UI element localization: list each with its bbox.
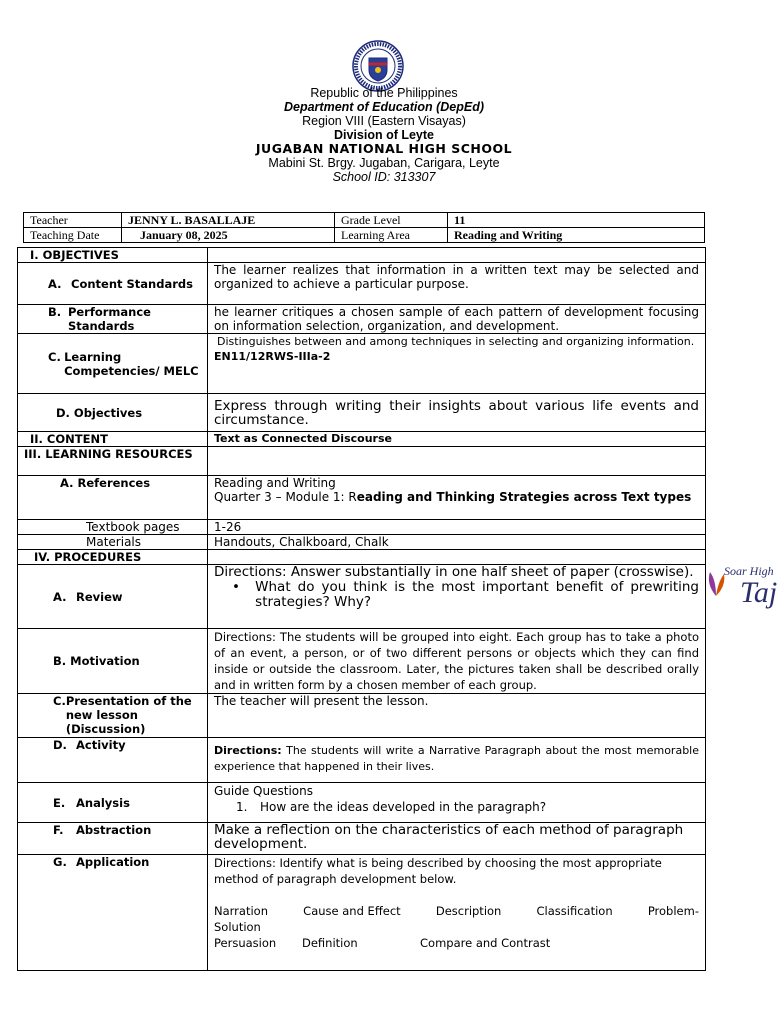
method-options-row2 [214, 935, 699, 951]
department-line: Department of Education (DepEd) [283, 100, 484, 114]
country-line: Republic of the Philippines [310, 86, 458, 100]
option-persuasion: Persuasion [214, 936, 277, 950]
content-standards-text: The learner realizes that information in a written text may be selected and organized to achieve a particular purpose. [208, 263, 706, 305]
option-problem: Problem- [647, 904, 699, 918]
motivation-label: B. Motivation [18, 629, 208, 694]
grade-value: 11 [448, 213, 705, 228]
textbook-label: Textbook pages [18, 520, 208, 535]
application-label: G. Application [18, 855, 208, 971]
teacher-label: Teacher [24, 213, 122, 228]
review-directions: Directions: Answer substantially in one half sheet of paper (crosswise). [214, 564, 694, 580]
option-description: Description [435, 904, 502, 918]
activity-cell: Directions: The students will write a Narrative Paragraph about the most memorable experience that happened in their lives. [208, 738, 706, 783]
info-table [23, 212, 705, 243]
option-cause-effect: Cause and Effect [303, 904, 401, 918]
date-value: January 08, 2025 [122, 228, 335, 243]
option-classification: Classification [536, 904, 613, 918]
division-line: Division of Leyte [333, 128, 435, 142]
school-name: JUGABAN NATIONAL HIGH SCHOOL [255, 141, 513, 156]
materials-label: Materials [18, 535, 208, 550]
teacher-name: JENNY L. BASALLAJE [122, 213, 335, 228]
materials-text: Handouts, Chalkboard, Chalk [208, 535, 706, 550]
content-heading: II. CONTENT [18, 432, 208, 447]
references-cell [208, 476, 706, 520]
date-label: Teaching Date [24, 228, 122, 243]
letterhead [0, 86, 768, 184]
deped-seal-icon [352, 40, 404, 92]
review-label: A. Review [18, 565, 208, 629]
analysis-intro: Guide Questions [214, 784, 313, 798]
competencies-cell [208, 334, 706, 394]
analysis-cell [208, 783, 706, 823]
content-text: Text as Connected Discourse [208, 432, 706, 447]
side-logo [704, 560, 777, 620]
option-solution: Solution [214, 920, 261, 934]
review-cell [208, 565, 706, 629]
objectives-text: Express through writing their insights about various life events and circumstance. [208, 394, 706, 432]
competency-code: EN11/12RWS-IIIa-2 [214, 350, 331, 363]
grade-label: Grade Level [335, 213, 448, 228]
content-standards-label: A. Content Standards [18, 263, 208, 305]
objectives-heading: I. OBJECTIVES [18, 248, 208, 263]
option-definition: Definition [302, 936, 358, 950]
school-id: School ID: 313307 [332, 170, 436, 184]
method-options-row1 [214, 903, 699, 919]
references-module: Quarter 3 – Module 1: R [214, 490, 357, 504]
side-logo-text1: Soar High [724, 564, 774, 578]
option-compare-contrast: Compare and Contrast [420, 936, 551, 950]
activity-label: D. Activity [18, 738, 208, 783]
references-label: A. References [18, 476, 208, 520]
analysis-label: E. Analysis [18, 783, 208, 823]
analysis-question: 1. How are the ideas developed in the paragraph? [236, 800, 547, 814]
school-address: Mabini St. Brgy. Jugaban, Carigara, Leyte [268, 156, 500, 170]
competencies-text: Distinguishes between and among techniques in selecting and organizing information. [217, 335, 695, 348]
performance-standards-label: B. Performance Standards [18, 305, 208, 334]
option-narration: Narration [214, 904, 268, 918]
abstraction-label: F. Abstraction [18, 823, 208, 855]
procedures-heading: IV. PROCEDURES [18, 550, 208, 565]
application-directions: Directions: Identify what is being described by choosing the most appropriate method of paragraph development below. [214, 856, 662, 886]
application-cell [208, 855, 706, 971]
presentation-text: The teacher will present the lesson. [208, 694, 706, 738]
lesson-plan-table [17, 247, 706, 971]
performance-standards-text: he learner critiques a chosen sample of each pattern of development focusing on information selection, organization, and development. [208, 305, 706, 334]
objectives-label: D. Objectives [18, 394, 208, 432]
area-value: Reading and Writing [448, 228, 705, 243]
textbook-pages: 1-26 [208, 520, 706, 535]
motivation-text: Directions: The students will be grouped into eight. Each group has to take a photo of an event, a person, or of two different persons or objects which they can find inside or outside the classroom. Later, the pictures taken shall be described orally and in written form by a chosen member of each group. [208, 629, 706, 694]
area-label: Learning Area [335, 228, 448, 243]
abstraction-text: Make a reflection on the characteristics of each method of paragraph development. [208, 823, 706, 855]
side-logo-text2: Taj [740, 576, 777, 609]
references-title: eading and Thinking Strategies across Text types [356, 490, 692, 504]
presentation-label: C. Presentation of the new lesson (Discussion) [18, 694, 208, 738]
references-line1: Reading and Writing [214, 476, 336, 490]
resources-heading: III. LEARNING RESOURCES [18, 447, 208, 476]
competencies-label: C. Learning Competencies/ MELC [18, 334, 208, 394]
review-question: • What do you think is the most important benefit of prewriting strategies? Why? [232, 579, 699, 610]
region-line: Region VIII (Eastern Visayas) [302, 114, 466, 128]
